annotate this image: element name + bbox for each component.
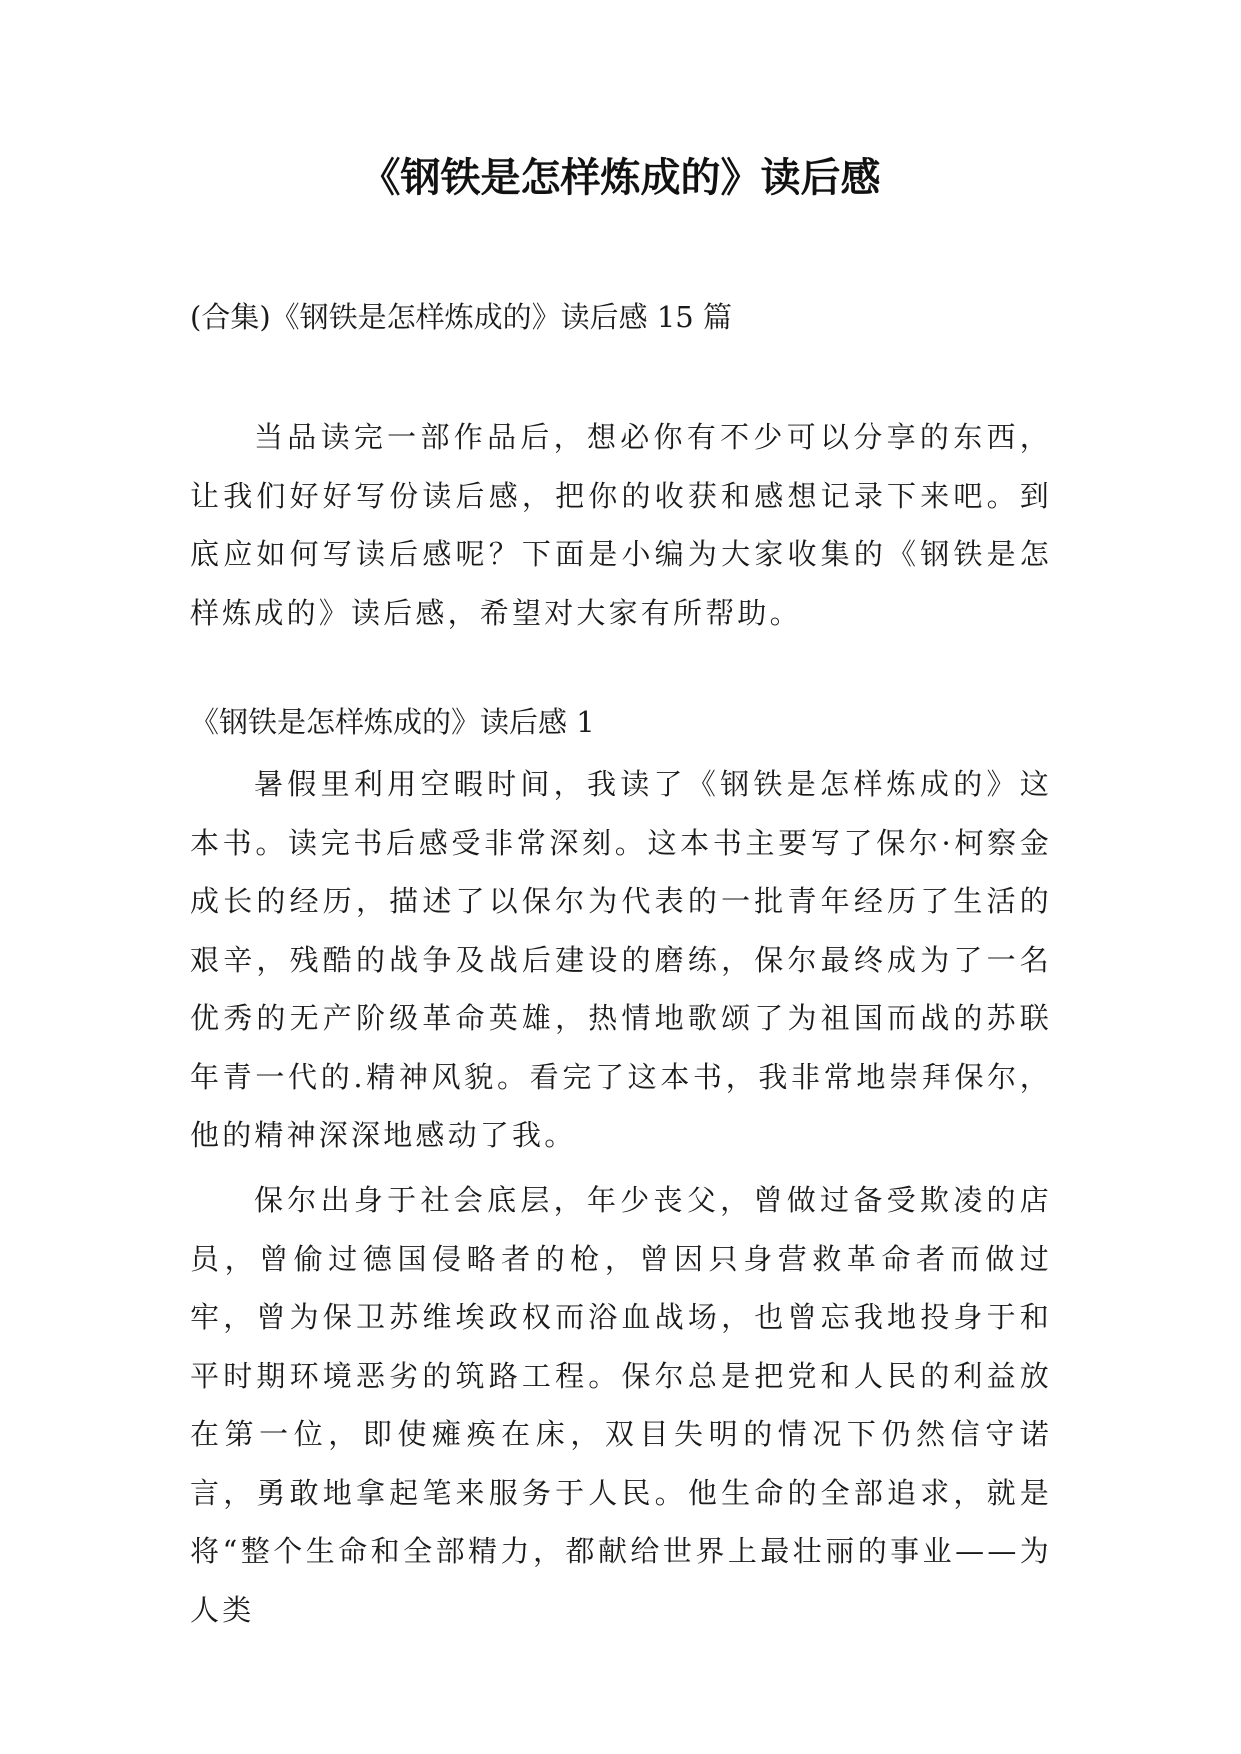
body-paragraph-2: 保尔出身于社会底层，年少丧父，曾做过备受欺凌的店员，曾偷过德国侵略者的枪，曾因只身营救革命者而做过牢，曾为保卫苏维埃政权而浴血战场，也曾忘我地投身于和平时期环境恶劣的筑路工程。保尔总是把党和人民的利益放在第一位，即使瘫痪在床，双目失明的情况下仍然信守诺言，勇敢地拿起笔来服务于人民。他生命的全部追求，就是将“整个生命和全部精力，都献给世界上最壮丽的事业——为人类	[190, 1183, 1052, 1627]
intro-paragraph: 当品读完一部作品后，想必你有不少可以分享的东西，让我们好好写份读后感，把你的收获和感想记录下来吧。到底应如何写读后感呢？下面是小编为大家收集的《钢铁是怎样炼成的》读后感，希望对大家有所帮助。	[190, 420, 1052, 630]
document-title: 《钢铁是怎样炼成的》读后感	[360, 155, 881, 201]
document-subtitle: (合集)《钢铁是怎样炼成的》读后感 15 篇	[190, 300, 732, 334]
section-heading: 《钢铁是怎样炼成的》读后感 1	[190, 705, 595, 739]
body-paragraph-1: 暑假里利用空暇时间，我读了《钢铁是怎样炼成的》这本书。读完书后感受非常深刻。这本书主要写了保尔·柯察金成长的经历，描述了以保尔为代表的一批青年经历了生活的艰辛，残酷的战争及战后建设的磨练，保尔最终成为了一名优秀的无产阶级革命英雄，热情地歌颂了为祖国而战的苏联年青一代的.精神风貌。看完了这本书，我非常地崇拜保尔，他的精神深深地感动了我。	[190, 767, 1052, 1152]
